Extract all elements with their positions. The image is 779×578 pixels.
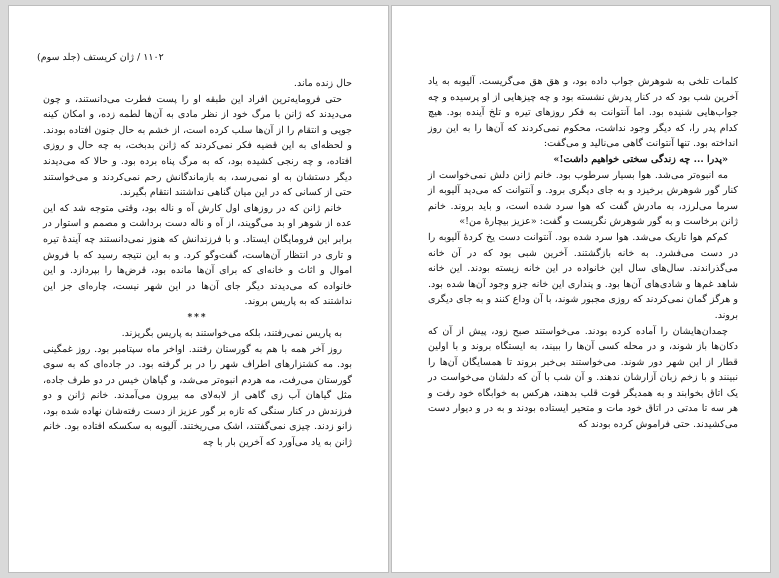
paragraph: روز آخر همه با هم به گورستان رفتند. اواخر ماه سپتامبر بود. روز غمگینی بود. مه کشتزارهای اطراف شهر را در بر گرفته بود. در جاده‌ای که به سوی گورستان می‌رفت، مه هردم انبوه‌تر می‌شد، و گیاهان خیس در دو طرف جاده، مثل گیاهان آب زی گاهی از لابه‌لای مه بیرون می‌آمدند. خانم ژانن و دو فرزندش در کنار سنگی که تازه بر گور عزیز از دست رفته‌شان نهاده شده بود، زانو زدند. چیزی نمی‌گفتند، اشک می‌ریختند. آلیوبه به سکسکه افتاده بود. خانم ژانن به یاد می‌آورد که آخرین بار با چه xyxy=(43,343,352,449)
paragraph: حال زنده ماند. xyxy=(293,78,352,89)
paragraph: چمدان‌هایشان را آماده کرده بودند. می‌خواستند صبح زود، پیش از آن که دکان‌ها باز شوند، و در محله کسی آن‌ها را ببیند، به ایستگاه بروند و با اولین قطار از این شهر دور شوند. می‌خواستند بی‌خبر بروند تا همسایگان آن‌ها را نبینند و با زخم زبان آزارشان ندهند. و آن شب با آن که دلشان می‌خواست در یک اتاق بخوابند و به همدیگر قوت قلب بدهند، هرکس به خوابگاه خود رفت و هر سه تا مدتی در اتاق خود مات و متحیر ایستاده بودند و به در و دیوار دست می‌کشیدند. حتی فراموش کرده بودند که xyxy=(428,325,738,431)
paragraph: مه انبوه‌تر می‌شد. هوا بسیار سرطوب بود. خانم ژانن دلش نمی‌خواست از کنار گور شوهرش برخیزد و به جای دیگری برود. و آنتوانت که می‌دید آلیوبه از سرما می‌لرزد، به مادرش گفت که هوا سرد شده است، و باید بروند. خانم ژانن برخاست و به گور شوهرش نگریست و گفت: «عزیز بیچاره‌ٔ من!» xyxy=(428,169,738,228)
paragraph: «پدرا ... چه زندگی سختی خواهیم داشت!» xyxy=(553,153,728,165)
left-page xyxy=(8,5,389,573)
paragraph: خانم ژانن که در روزهای اول کارش آه و ناله بود، وقتی متوجه شد که این عده از شوهر او بد می‌گویند، از آه و ناله دست برداشت و مصمم و استوار در برابر این فرومایگان ایستاد. و با فرزندانش که هنوز نمی‌دانستند چه آینده‌ٔ تیره و تاری در انتظار آن‌هاست، گفت‌وگو کرد. و به این نتیجه رسید که با فروش اموال و اثاث و خانه‌ای که برای آن‌ها مانده بود، قرض‌ها را بپردازد. و این خانواده که می‌دیدند دیگر جای آن‌ها در این شهر نیست، چاره‌ای جز این نداشتند که به پاریس بروند. xyxy=(43,202,352,308)
paragraph: به پاریس نمی‌رفتند، بلکه می‌خواستند به پاریس بگریزند. xyxy=(121,327,342,339)
paragraph: کلمات تلخی به شوهرش جواب داده بود، و هق هق می‌گریست. آلیوبه به یاد آخرین شب بود که در کنار پدرش نشسته بود و چه چیزهایی از او پرسیده و چه جواب‌هایی شنیده بود. اما آنتوانت به فکر روزهای تیره و تلخ آینده بود. هیچ کدام پدر را، که دیگر وجود نداشت، محکوم نمی‌کردند که آن‌ها را به این روز انداخته بود. تنها آنتوانت گاهی می‌نالید و می‌گفت: xyxy=(428,76,738,150)
page-header: ۱۱۰۲ / ژان کریستف (جلد سوم) xyxy=(37,52,164,63)
left-page-body xyxy=(43,76,352,451)
paragraph: کم‌کم هوا تاریک می‌شد. هوا سرد شده بود. آنتوانت دست یخ کردهٔ آلیوبه را در دست می‌فشرد. به خانه بازگشتند. آخرین شبی بود که در آن خانه می‌گذراندند. سال‌های سال این خانواده در این خانه زیسته بودند. این خانه شاهد غم‌ها و شادی‌های آن‌ها بود. و پنداری این خانه جزو وجود آن‌ها شده بود. و هرگز گمان نمی‌کردند که روزی مجبور شوند، با آن وداع کنند و به جای دیگری بروند. xyxy=(428,231,738,321)
section-divider: *** xyxy=(187,312,208,323)
paragraph: حتی فرومایه‌ترین افراد این طبقه او را پست فطرت می‌دانستند، و چون می‌دیدند که ژانن با مرگ خود از نظر مادی به آن‌ها لطمه زده، و امکان کینه جویی و انتقام را از آن‌ها سلب کرده است، از خشم به حال جنون افتاده بودند. و لحظه‌ای به این قضیه فکر نمی‌کردند که ژانن بدبخت، به چه حال و روزی افتاده، و چه رنجی کشیده بود، که به مرگ پناه برده بود. و حالا که می‌دیدند دیگر دستشان به او نمی‌رسد، به بازماندگانش رحم نمی‌کردند و می‌خواستند حتی از کسانی که در این میان گناهی نداشتند انتقام بگیرند. xyxy=(43,93,352,199)
right-page-body xyxy=(428,74,738,433)
right-page xyxy=(391,5,771,573)
